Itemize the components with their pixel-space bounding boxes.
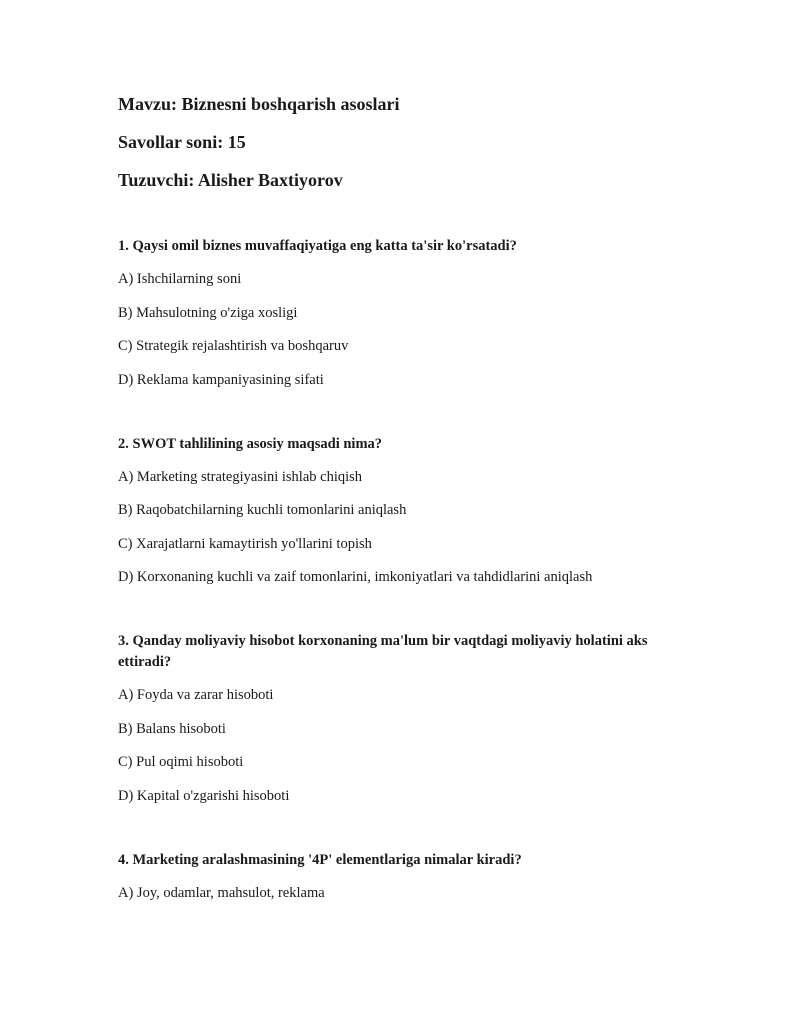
option-a: A) Ishchilarning soni bbox=[118, 271, 242, 287]
question-count-line: Savollar soni: 15 bbox=[118, 132, 246, 152]
question-4 bbox=[118, 850, 688, 903]
question-text: 3. Qanday moliyaviy hisobot korxonaning ma'lum bir vaqtdagi moliyaviy holatini aks ettiradi? bbox=[118, 633, 648, 670]
question-text: 4. Marketing aralashmasining '4P' elementlariga nimalar kiradi? bbox=[118, 851, 522, 868]
question-1 bbox=[118, 236, 688, 390]
option-c: C) Pul oqimi hisoboti bbox=[118, 754, 244, 770]
option-c: C) Strategik rejalashtirish va boshqaruv bbox=[118, 338, 349, 354]
option-d: D) Reklama kampaniyasining sifati bbox=[118, 371, 324, 388]
option-b: B) Balans hisoboti bbox=[118, 720, 226, 737]
option-a: A) Joy, odamlar, mahsulot, reklama bbox=[118, 884, 325, 901]
topic-line: Mavzu: Biznesni boshqarish asoslari bbox=[118, 94, 400, 114]
option-d: D) Kapital o'zgarishi hisoboti bbox=[118, 787, 290, 804]
question-2 bbox=[118, 434, 688, 588]
option-b: B) Mahsulotning o'ziga xosligi bbox=[118, 304, 298, 321]
question-text: 2. SWOT tahlilining asosiy maqsadi nima? bbox=[118, 435, 383, 452]
question-text: 1. Qaysi omil biznes muvaffaqiyatiga eng katta ta'sir ko'rsatadi? bbox=[118, 238, 517, 254]
document-page bbox=[118, 92, 688, 947]
option-a: A) Marketing strategiyasini ishlab chiqish bbox=[118, 468, 363, 485]
option-b: B) Raqobatchilarning kuchli tomonlarini aniqlash bbox=[118, 502, 407, 518]
option-d: D) Korxonaning kuchli va zaif tomonlarini, imkoniyatlari va tahdidlarini aniqlash bbox=[118, 569, 593, 585]
document-header bbox=[118, 92, 688, 192]
question-3 bbox=[118, 631, 688, 806]
option-c: C) Xarajatlarni kamaytirish yo'llarini topish bbox=[118, 535, 372, 552]
option-a: A) Foyda va zarar hisoboti bbox=[118, 687, 274, 703]
author-line: Tuzuvchi: Alisher Baxtiyorov bbox=[118, 170, 343, 190]
